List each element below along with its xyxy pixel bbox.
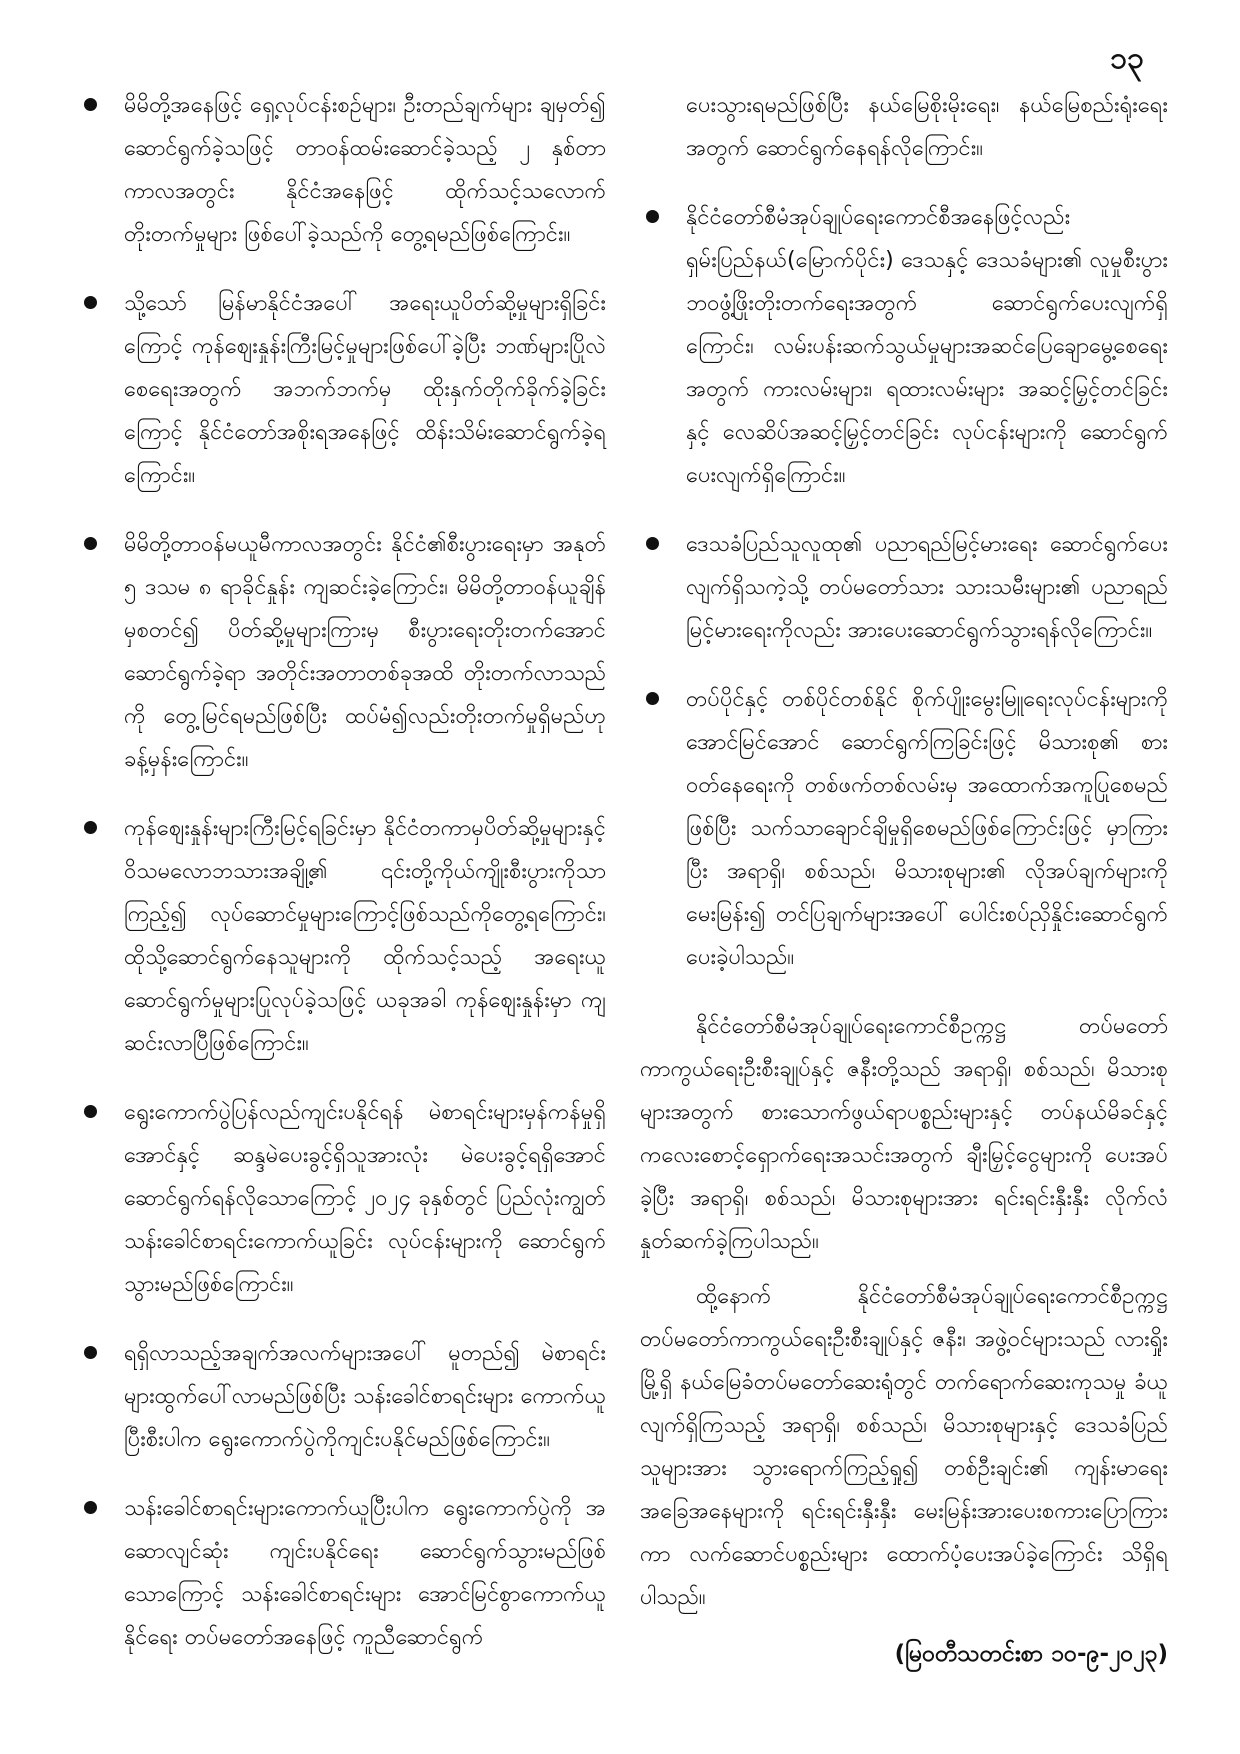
right-bullet-list <box>640 196 1168 979</box>
body-paragraph: နိုင်ငံတော်စီမံအုပ်ချုပ်ရေးကောင်စီဥက္ကဋ္ဌ တပ်မတော်ကာကွယ်ရေးဦးစီးချုပ်နှင့် ဇနီးတို့သည် အရာရှိ၊ စစ်သည်၊ မိသားစုများအတွက် စားသောက်ဖွယ်ရာပစ္စည်းများနှင့် တပ်နယ်မိခင်နှင့်ကလေးစောင့်ရှောက်ရေးအသင်းအတွက် ချီးမြှင့်ငွေများကို ပေးအပ်ခဲ့ပြီး အရာရှိ၊ စစ်သည်၊ မိသားစုများအား ရင်းရင်းနှီးနှီး လိုက်လံနှုတ်ဆက်ခဲ့ကြပါသည်။ <box>640 1014 1168 1254</box>
bullet-icon <box>646 692 659 705</box>
bullet-item <box>78 807 606 1065</box>
bullet-item <box>78 282 606 497</box>
bullet-text: တပ်ပိုင်နှင့် တစ်ပိုင်တစ်နိုင် စိုက်ပျိုးမွေးမြူရေးလုပ်ငန်းများကို အောင်မြင်အောင် ဆောင်ရွက်ကြခြင်းဖြင့် မိသားစု၏ စားဝတ်နေရေးကို တစ်ဖက်တစ်လမ်းမှ အထောက်အကူပြုစေမည်ဖြစ်ပြီး သက်သာချောင်ချိမှုရှိစေမည်ဖြစ်ကြောင်းဖြင့် မှာကြားပြီး အရာရှိ၊ စစ်သည်၊ မိသားစုများ၏ လိုအပ်ချက်များကို မေးမြန်း၍ တင်ပြချက်များအပေါ် ပေါင်းစပ်ညှိနှိုင်းဆောင်ရွက်ပေးခဲ့ပါသည်။ <box>686 687 1168 970</box>
bullet-icon <box>646 537 659 550</box>
left-bullet-list <box>78 84 606 1659</box>
bullet-text: ကုန်ဈေးနှုန်းများကြီးမြင့်ရခြင်းမှာ နိုင်ငံတကာမှပိတ်ဆို့မှုများနှင့် ဝိသမလောဘသားအချို့၏ ၎င်းတို့ကိုယ်ကျိုးစီးပွားကိုသာကြည့်၍ လုပ်ဆောင်မှုများကြောင့်ဖြစ်သည်ကိုတွေ့ရကြောင်း၊ ထိုသို့ဆောင်ရွက်နေသူများကို ထိုက်သင့်သည့် အရေးယူဆောင်ရွက်မှုများပြုလုပ်ခဲ့သဖြင့် ယခုအခါ ကုန်ဈေးနှုန်းမှာ ကျဆင်းလာပြီဖြစ်ကြောင်း။ <box>124 816 606 1056</box>
page-number: ၁၃ <box>1110 41 1144 76</box>
bullet-text: ဒေသခံပြည်သူလူထု၏ ပညာရည်မြင့်မားရေး ဆောင်ရွက်ပေးလျက်ရှိသကဲ့သို့ တပ်မတော်သား သားသမီးများ၏ ပညာရည်မြင့်မားရေးကိုလည်း အားပေးဆောင်ရွက်သွားရန်လိုကြောင်း။ <box>686 532 1168 643</box>
bullet-text: သန်းခေါင်စာရင်းများကောက်ယူပြီးပါက ရွေးကောက်ပွဲကို အဆောလျင်ဆုံး ကျင်းပနိုင်ရေး ဆောင်ရွက်သွားမည်ဖြစ်သောကြောင့် သန်းခေါင်စာရင်းများ အောင်မြင်စွာကောက်ယူနိုင်ရေး တပ်မတော်အနေဖြင့် ကူညီဆောင်ရွက် <box>124 1496 606 1650</box>
bullet-item <box>640 678 1168 979</box>
bullet-icon <box>646 210 659 223</box>
bullet-icon <box>84 1501 97 1514</box>
bullet-item <box>78 1332 606 1461</box>
bullet-item <box>640 523 1168 652</box>
bullet-icon <box>84 537 97 550</box>
left-column <box>78 84 606 1684</box>
bullet-icon <box>84 1105 97 1118</box>
bullet-icon <box>84 1346 97 1359</box>
bullet-text: မိမိတို့တာဝန်မယူမီကာလအတွင်း နိုင်ငံ၏စီးပွားရေးမှာ အနုတ် ၅ ဒသမ ၈ ရာခိုင်နှုန်း ကျဆင်းခဲ့ကြောင်း၊ မိမိတို့တာဝန်ယူချိန်မှစတင်၍ ပိတ်ဆို့မှုများကြားမှ စီးပွားရေးတိုးတက်အောင်ဆောင်ရွက်ခဲ့ရာ အတိုင်းအတာတစ်ခုအထိ တိုးတက်လာသည်ကို တွေ့မြင်ရမည်ဖြစ်ပြီး ထပ်မံ၍လည်းတိုးတက်မှုရှိမည်ဟု ခန့်မှန်းကြောင်း။ <box>124 532 606 772</box>
body-paragraph: ထို့နောက် နိုင်ငံတော်စီမံအုပ်ချုပ်ရေးကောင်စီဥက္ကဋ္ဌ တပ်မတော်ကာကွယ်ရေးဦးစီးချုပ်နှင့် ဇနီး၊ အဖွဲ့ဝင်များသည် လားရှိုးမြို့ရှိ နယ်မြေခံတပ်မတော်ဆေးရုံတွင် တက်ရောက်ဆေးကုသမှု ခံယူလျက်ရှိကြသည့် အရာရှိ၊ စစ်သည်၊ မိသားစုများနှင့် ဒေသခံပြည်သူများအား သွားရောက်ကြည့်ရှု၍ တစ်ဦးချင်း၏ ကျန်းမာရေးအခြေအနေများကို ရင်းရင်းနှီးနှီး မေးမြန်းအားပေးစကားပြောကြားကာ လက်ဆောင်ပစ္စည်းများ ထောက်ပံ့ပေးအပ်ခဲ့ကြောင်း သိရှိရပါသည်။ <box>640 1284 1168 1610</box>
right-column <box>640 84 1168 1684</box>
article-body <box>78 84 1168 1684</box>
bullet-text: သို့သော် မြန်မာနိုင်ငံအပေါ် အရေးယူပိတ်ဆို့မှုများရှိခြင်းကြောင့် ကုန်ဈေးနှုန်းကြီးမြင့်မှုများဖြစ်ပေါ်ခဲ့ပြီး ဘဏ်များပြိုလဲစေရေးအတွက် အဘက်ဘက်မှ ထိုးနှက်တိုက်ခိုက်ခဲ့ခြင်းကြောင့် နိုင်ငံတော်အစိုးရအနေဖြင့် ထိန်းသိမ်းဆောင်ရွက်ခဲ့ရကြောင်း။ <box>124 291 606 488</box>
bullet-icon <box>84 821 97 834</box>
source-citation: (မြဝတီသတင်းစာ ၁၀-၉-၂၀၂၃) <box>894 1641 1168 1667</box>
bullet-item <box>78 1091 606 1306</box>
bullet-item <box>78 84 606 256</box>
bullet-text: မိမိတို့အနေဖြင့် ရှေ့လုပ်ငန်းစဉ်များ၊ ဦးတည်ချက်များ ချမှတ်၍ ဆောင်ရွက်ခဲ့သဖြင့် တာဝန်ထမ်းဆောင်ခဲ့သည့် ၂ နှစ်တာကာလအတွင်း နိုင်ငံအနေဖြင့် ထိုက်သင့်သလောက် တိုးတက်မှုများ ဖြစ်ပေါ်ခဲ့သည်ကို တွေ့ရမည်ဖြစ်ကြောင်း။ <box>124 93 606 247</box>
bullet-text: ရရှိလာသည့်အချက်အလက်များအပေါ် မူတည်၍ မဲစာရင်းများထွက်ပေါ်လာမည်ဖြစ်ပြီး သန်းခေါင်စာရင်းများ ကောက်ယူပြီးစီးပါက ရွေးကောက်ပွဲကိုကျင်းပနိုင်မည်ဖြစ်ကြောင်း။ <box>124 1341 606 1452</box>
bullet-icon <box>84 98 97 111</box>
bullet-icon <box>84 296 97 309</box>
bullet-text: ရွေးကောက်ပွဲပြန်လည်ကျင်းပနိုင်ရန် မဲစာရင်းများမှန်ကန်မှုရှိအောင်နှင့် ဆန္ဒမဲပေးခွင့်ရှိသူအားလုံး မဲပေးခွင့်ရရှိအောင် ဆောင်ရွက်ရန်လိုသောကြောင့် ၂၀၂၄ ခုနှစ်တွင် ပြည်လုံးကျွတ်သန်းခေါင်စာရင်းကောက်ယူခြင်း လုပ်ငန်းများကို ဆောင်ရွက်သွားမည်ဖြစ်ကြောင်း။ <box>124 1100 606 1297</box>
bullet-item <box>78 523 606 781</box>
bullet-item <box>78 1487 606 1659</box>
continued-text: ပေးသွားရမည်ဖြစ်ပြီး နယ်မြေစိုးမိုးရေး၊ နယ်မြေစည်းရုံးရေးအတွက် ဆောင်ရွက်နေရန်လိုကြောင်း။ <box>686 93 1168 161</box>
bullet-text: နိုင်ငံတော်စီမံအုပ်ချုပ်ရေးကောင်စီအနေဖြင့်လည်း ရှမ်းပြည်နယ်(မြောက်ပိုင်း) ဒေသနှင့် ဒေသခံများ၏ လူမှုစီးပွားဘဝဖွံ့ဖြိုးတိုးတက်ရေးအတွက် ဆောင်ရွက်ပေးလျက်ရှိကြောင်း၊ လမ်းပန်းဆက်သွယ်မှုများအဆင်ပြေချောမွေ့စေရေးအတွက် ကားလမ်းများ၊ ရထားလမ်းများ အဆင့်မြှင့်တင်ခြင်းနှင့် လေဆိပ်အဆင့်မြှင့်တင်ခြင်း လုပ်ငန်းများကို ဆောင်ရွက်ပေးလျက်ရှိကြောင်း။ <box>686 205 1168 488</box>
bullet-item <box>640 196 1168 497</box>
